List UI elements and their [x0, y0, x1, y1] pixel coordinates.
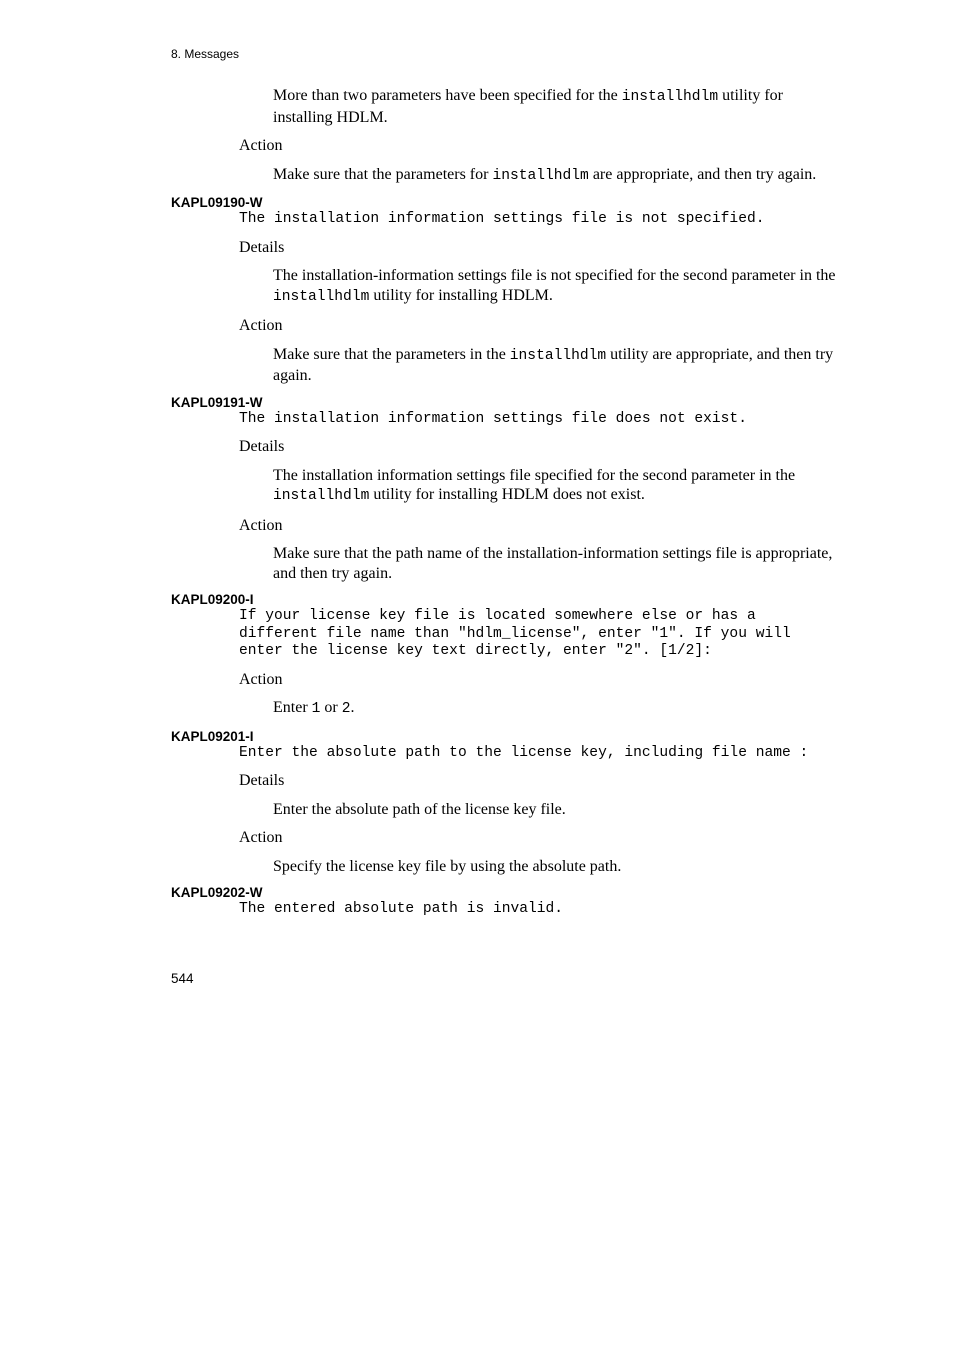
details-text: Enter the absolute path of the license key file. — [273, 800, 566, 818]
action-label: Action — [239, 137, 283, 154]
message-id: KAPL09200-I — [171, 592, 254, 607]
action-label: Action — [239, 516, 283, 534]
message-text: Enter the absolute path to the license key, including file name : — [239, 744, 809, 761]
intro-description: More than two parameters have been specified for the installhdlm utility for installing HDLM. — [273, 87, 783, 126]
action-text: Make sure that the parameters in the installhdlm utility are appropriate, and then try again. — [273, 345, 834, 384]
action-label: Action — [239, 317, 283, 334]
action-text: Make sure that the path name of the installation-information settings file is appropriate, and then try again. — [273, 545, 833, 582]
action-text: Make sure that the parameters for installhdlm are appropriate, and then try again. — [273, 165, 817, 184]
utility-name: installhdlm — [273, 288, 370, 305]
message-id: KAPL09202-W — [171, 885, 263, 900]
message-id: KAPL09190-W — [171, 195, 263, 210]
action-label: Action — [239, 829, 283, 846]
details-label: Details — [239, 438, 285, 455]
content-area — [171, 86, 843, 919]
page-number: 544 — [171, 971, 194, 986]
running-head: 8. Messages — [171, 47, 240, 61]
action-text: Specify the license key file by using the absolute path. — [273, 857, 622, 875]
action-text: Enter 1 or 2. — [273, 699, 355, 717]
message-id: KAPL09201-I — [171, 728, 254, 744]
option-value: 1 — [311, 701, 321, 717]
message-text: The entered absolute path is invalid. — [239, 901, 564, 917]
utility-name: installhdlm — [509, 347, 607, 364]
details-text: The installation-information settings file is not specified for the second parameter in the installhdlm utility for installing HDLM. — [273, 267, 836, 305]
message-id: KAPL09191-W — [171, 394, 263, 410]
utility-name: installhdlm — [492, 167, 589, 184]
utility-name: installhdlm — [273, 488, 370, 504]
message-text: The installation information settings file is not specified. — [239, 211, 765, 227]
details-text: The installation information settings file specified for the second parameter in the installhdlm utility for installing HDLM does not exist. — [273, 466, 796, 504]
details-label: Details — [239, 238, 285, 256]
message-text: If your license key file is located somewhere else or has a different file name than "hdlm_license", enter "1". If you will enter the license key text directly, enter "2". [1/2]: — [239, 608, 800, 659]
message-text: The installation information settings file does not exist. — [239, 410, 747, 427]
action-label: Action — [239, 670, 283, 688]
utility-name: installhdlm — [621, 89, 719, 105]
details-label: Details — [239, 772, 285, 789]
option-value: 2 — [341, 701, 351, 717]
